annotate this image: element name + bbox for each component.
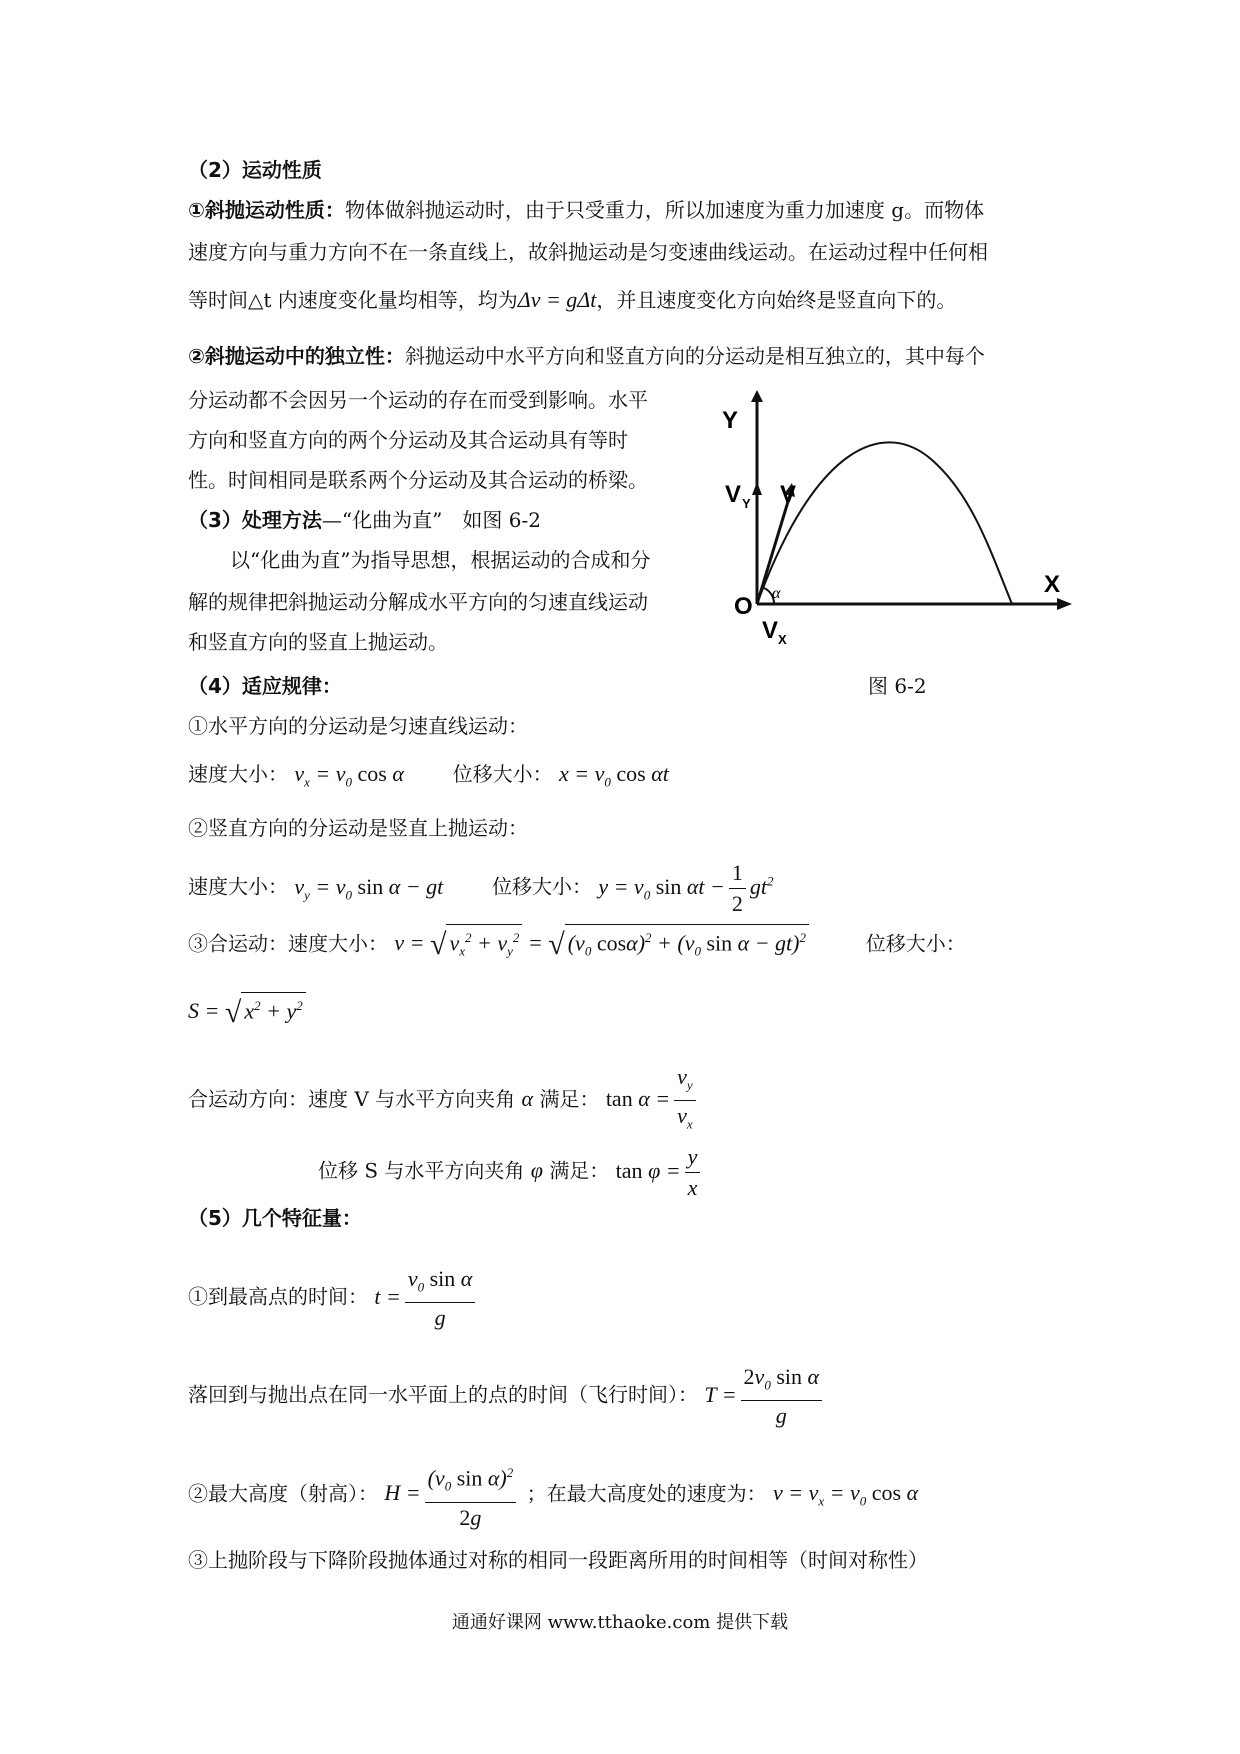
origin-label: O: [734, 593, 753, 620]
flight-time-label: 落回到与抛出点在同一水平面上的点的时间（飞行时间）：: [188, 1382, 698, 1407]
paragraph-2-lead: ②斜抛运动中的独立性：: [188, 344, 405, 368]
figure-caption: 图 6-2: [868, 674, 927, 698]
flight-time-formula: T = $\frac{2v_0 \sin \alpha}{g}$: [704, 1382, 826, 1407]
x-axis-arrow: [1057, 598, 1072, 610]
rule-3-label: ③合运动：速度大小：: [188, 931, 388, 956]
direction-v-text-2: 满足：: [539, 1086, 600, 1111]
paragraph-1-text-3c: ，并且速度变化方向始终是竖直向下的。: [596, 288, 957, 312]
direction-s-line: [318, 1144, 704, 1201]
rule-2-title: ②竖直方向的分运动是竖直上抛运动：: [188, 816, 528, 840]
s-formula: S = √ $x^2 + y^2$: [188, 998, 306, 1023]
paragraph-2-line-1: [188, 342, 985, 370]
x-formula: $x = v_0$ cos αt: [559, 761, 669, 790]
section-3-line-1: 以“化曲为直”为指导思想，根据运动的合成和分: [230, 548, 651, 572]
s-formula-line: [188, 992, 306, 1030]
rule-1-title: ①水平方向的分运动是匀速直线运动：: [188, 714, 528, 738]
paragraph-1-line-2: 速度方向与重力方向不在一条直线上，故斜抛运动是匀变速曲线运动。在运动过程中任何相: [188, 240, 988, 264]
rule-2-formulas: [188, 860, 774, 917]
direction-v-line: [188, 1064, 700, 1138]
vy-arrow: [752, 482, 762, 495]
delta-v-formula: Δv = gΔt: [517, 287, 597, 312]
paragraph-2-text-1: 斜抛运动中水平方向和竖直方向的分运动是相互独立的，其中每个: [404, 344, 985, 368]
section-3-line-2: 解的规律把斜抛运动分解成水平方向的匀速直线运动: [188, 590, 648, 614]
section-3-title: （3）处理方法: [188, 508, 322, 532]
y-formula: $y = v_0$ sin αt − $\frac{1}{2}$ $gt^2$: [598, 860, 774, 916]
paragraph-1-text-3a: 等时间△t 内速度变化量均相等，均为: [188, 288, 518, 312]
section-3-heading: [188, 506, 541, 534]
top-speed-formula: $v = v_x = v_0$ cos α: [772, 1480, 919, 1509]
x-axis-label: X: [1044, 571, 1061, 598]
paragraph-2-line-2: 分运动都不会因另一个运动的存在而受到影响。水平: [188, 388, 648, 412]
section-4-heading: （4）适应规律：: [188, 674, 342, 698]
vx-formula: $v_x = v_0$ cos α: [294, 761, 404, 790]
rule-1-disp-label: 位移大小：: [452, 762, 553, 786]
direction-s-text: 位移 S 与水平方向夹角: [318, 1158, 525, 1183]
section-5-heading: （5）几个特征量：: [188, 1206, 362, 1230]
paragraph-1-line-3: [188, 286, 956, 314]
v-magnitude-formula: v = √ $v_x^2 + v_y^2$ = √ ($v_0$ $\cos\alpha)^2 + (v_0$ sin α − gt)$^2$: [394, 930, 809, 955]
vy-subscript: Y: [742, 496, 751, 511]
rule-1-speed-label: 速度大小：: [188, 762, 288, 786]
section-3-title-rest: —“化曲为直” 如图 6-2: [321, 508, 541, 532]
max-height-speed-label: ；在最大高度处的速度为：: [526, 1481, 767, 1506]
trajectory-curve: [757, 442, 1012, 604]
direction-s-text-2: 满足：: [549, 1158, 610, 1183]
section-3-line-3: 和竖直方向的竖直上抛运动。: [188, 630, 448, 654]
paragraph-1-lead: ①斜抛运动性质：: [188, 198, 345, 222]
alpha-symbol: α: [521, 1085, 534, 1111]
flight-time-line: [188, 1364, 826, 1429]
symmetry-line: ③上抛阶段与下降阶段抛体通过对称的相同一段距离所用的时间相等（时间对称性）: [188, 1548, 928, 1572]
rule-2-disp-label: 位移大小：: [491, 874, 592, 899]
paragraph-1-text-1: 物体做斜抛运动时，由于只受重力，所以加速度为重力加速度 g。而物体: [344, 198, 985, 222]
paragraph-2-line-3: 方向和竖直方向的两个分运动及其合运动具有等时: [188, 428, 628, 452]
tan-phi-formula: tan φ = $\frac{y}{x}$: [616, 1158, 705, 1183]
section-2-heading: （2）运动性质: [188, 158, 322, 182]
figure-6-2: [722, 390, 1082, 665]
projectile-diagram: [722, 390, 1082, 665]
max-height-formula: H = $\frac{(v_0 \sin \alpha)^2}{2g}$: [384, 1480, 520, 1505]
y-axis-label: Y: [722, 407, 739, 434]
alpha-label: α: [772, 585, 781, 602]
vx-subscript: X: [778, 632, 787, 647]
time-to-top-formula: t = $\frac{v_0 \sin \alpha}{g}$: [374, 1284, 479, 1309]
v-label: V: [780, 481, 797, 508]
max-height-line: [188, 1460, 918, 1531]
vy-label: V: [725, 481, 742, 508]
direction-v-text: 合运动方向：速度 V 与水平方向夹角: [188, 1086, 516, 1111]
paragraph-2-line-4: 性。时间相同是联系两个分运动及其合运动的桥梁。: [188, 468, 648, 492]
rule-3-disp-label: 位移大小：: [865, 931, 966, 956]
vx-label: V: [762, 617, 779, 644]
max-height-label: ②最大高度（射高）：: [188, 1481, 378, 1506]
rule-3-formula: [188, 924, 966, 965]
rule-2-speed-label: 速度大小：: [188, 874, 288, 899]
footer-text: 通通好课网 www.tthaoke.com 提供下载: [451, 1612, 789, 1633]
phi-symbol: φ: [530, 1157, 543, 1183]
time-to-top-line: [188, 1266, 479, 1331]
time-to-top-label: ①到最高点的时间：: [188, 1284, 368, 1309]
rule-1-formulas: [188, 760, 669, 796]
tan-alpha-formula: tan α = $\frac{v_y}{v_x}$: [606, 1086, 700, 1111]
y-axis-arrow: [751, 390, 763, 402]
vy-formula: $v_y = v_0$ sin α − gt: [294, 873, 444, 902]
paragraph-1-line-1: [188, 196, 984, 224]
